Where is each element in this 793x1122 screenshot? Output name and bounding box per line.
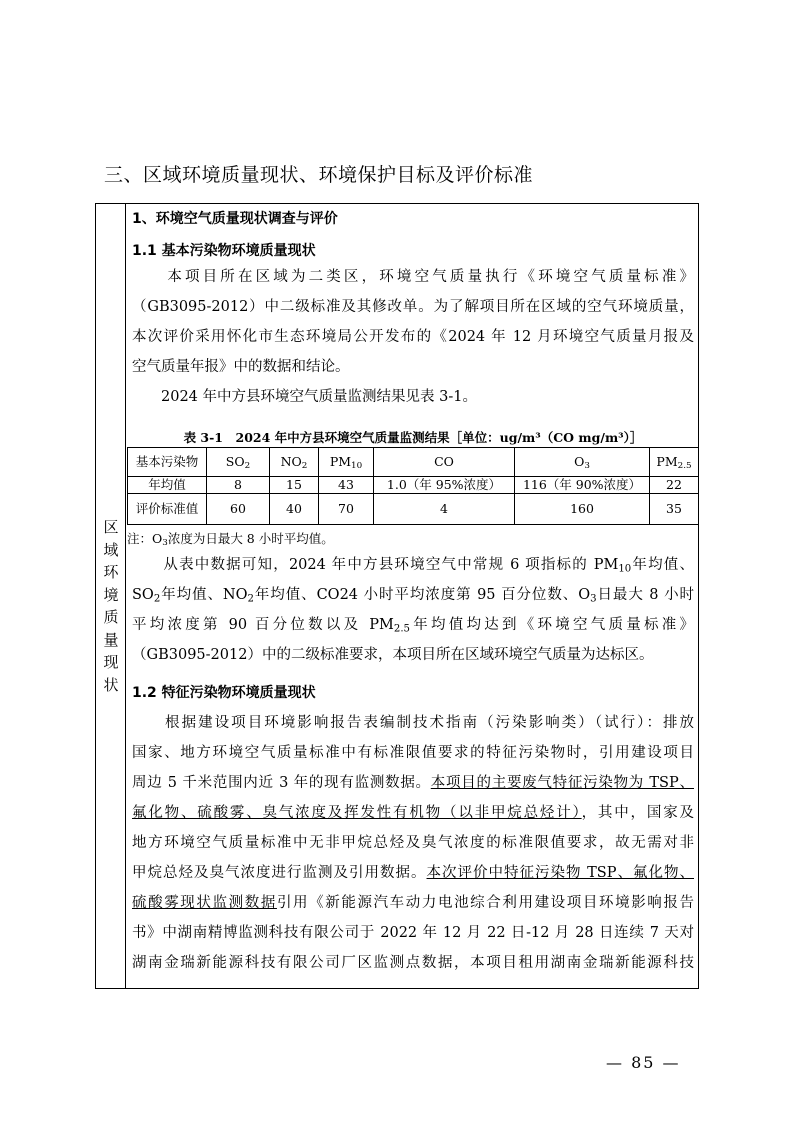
text-line: 本次评价采用怀化市生态环境局公开发布的《2024 年 12 月环境空气质量月报及 [132, 329, 694, 345]
table-cell: 40 [270, 494, 319, 525]
text-line: 湖南金瑞新能源科技有限公司厂区监测点数据，本项目租用湖南金瑞新能源科技 [132, 955, 694, 971]
col-pm10: $PM_{10}$ [319, 448, 374, 477]
table-cell: 15 [270, 477, 319, 494]
section-title: 三、区域环境质量现状、环境保护目标及评价标准 [104, 164, 534, 186]
text-line: 根据建设项目环境影响报告表编制技术指南（污染影响类）（试行）：排放 [132, 715, 694, 731]
text-line: 空气质量年报》中的数据和结论。 [132, 359, 350, 375]
table-cell: 22 [650, 477, 699, 494]
row-label: 评价标准值 [128, 494, 207, 525]
side-char: 环 [103, 563, 119, 581]
side-column [96, 204, 126, 988]
text-line: 书》中湖南精博监测科技有限公司于 2022 年 12 月 22 日-12 月 28 日连续 7 天对 [132, 925, 694, 941]
text-line: 平均浓度第 90 百分位数以及 $PM_{2.5}$年均值均达到《环境空气质量标准》 [132, 617, 694, 635]
paragraph-characteristic [132, 708, 694, 978]
col-o3: $O_3$ [515, 448, 650, 477]
side-char: 区 [103, 518, 119, 536]
table-cell: 4 [374, 494, 515, 525]
text-line: 从表中数据可知，2024 年中方县环境空气中常规 6 项指标的 $PM_{10}$年均值、 [132, 557, 694, 575]
table-cell: 116（年 90%浓度） [515, 477, 650, 494]
side-char: 量 [103, 630, 119, 649]
table-cell: 160 [515, 494, 650, 525]
text-line: 硫酸雾现状监测数据引用《新能源汽车动力电池综合利用建设项目环境影响报告 [132, 895, 695, 911]
row-header-label: 基本污染物 [128, 448, 207, 477]
table-note: 注：$O_3$浓度为日最大 8 小时平均值。 [127, 531, 334, 549]
text-line: 国家、地方环境空气质量标准中有标准限值要求的特征污染物时，引用建设项目 [132, 745, 694, 761]
table-header-row [128, 448, 699, 477]
heading-1-2: 1.2 特征污染物环境质量现状 [132, 685, 316, 701]
side-char: 现 [103, 653, 119, 671]
table-cell: 43 [319, 477, 374, 494]
air-quality-table [127, 447, 699, 525]
text-line: 甲烷总烃及臭气浓度进行监测及引用数据。本次评价中特征污染物 TSP、氟化物、 [132, 865, 694, 881]
col-so2: $SO_2$ [207, 448, 270, 477]
paragraph-conclusion [132, 550, 694, 670]
side-label [96, 516, 126, 696]
side-char: 境 [103, 585, 119, 604]
content-frame [95, 203, 699, 989]
page-number: — 85 — [606, 1053, 681, 1072]
row-label: 年均值 [128, 477, 207, 494]
text-line: 氟化物、硫酸雾、臭气浓度及挥发性有机物（以非甲烷总烃计），其中，国家及 [132, 805, 695, 821]
table-row [128, 494, 699, 525]
text-line: 本项目所在区域为二类区，环境空气质量执行《环境空气质量标准》 [132, 269, 694, 285]
col-pm25: $PM_{2.5}$ [650, 448, 699, 477]
side-char: 域 [103, 540, 119, 559]
text-line: $SO_2$年均值、$NO_2$年均值、CO24 小时平均浓度第 95 百分位数、$O_3$日最大 8 小时 [132, 587, 694, 605]
side-char: 质 [103, 608, 119, 626]
text-line: 周边 5 千米范围内近 3 年的现有监测数据。本项目的主要废气特征污染物为 TSP、 [132, 775, 694, 791]
text-line: 地方环境空气质量标准中无非甲烷总烃及臭气浓度的标准限值要求，故无需对非 [132, 835, 694, 851]
table-cell: 70 [319, 494, 374, 525]
text-line: （GB3095-2012）中二级标准及其修改单。为了解项目所在区域的空气环境质量， [132, 299, 694, 315]
table-row [128, 477, 699, 494]
table-cell: 1.0（年 95%浓度） [374, 477, 515, 494]
heading-1: 1、环境空气质量现状调查与评价 [132, 211, 338, 227]
table-cell: 8 [207, 477, 270, 494]
paragraph-intro [132, 262, 694, 412]
text-line: （GB3095-2012）中的二级标准要求，本项目所在区域环境空气质量为达标区。 [132, 647, 654, 663]
side-char: 状 [103, 675, 119, 694]
col-no2: $NO_2$ [270, 448, 319, 477]
table-cell: 35 [650, 494, 699, 525]
text-line: 2024 年中方县环境空气质量监测结果见表 3-1。 [132, 389, 477, 405]
col-co: CO [374, 448, 515, 477]
table-cell: 60 [207, 494, 270, 525]
heading-1-1: 1.1 基本污染物环境质量现状 [132, 243, 316, 259]
table-caption: 表 3-1 2024 年中方县环境空气质量监测结果［单位：ug/m³（CO mg/m³）］ [183, 430, 643, 445]
